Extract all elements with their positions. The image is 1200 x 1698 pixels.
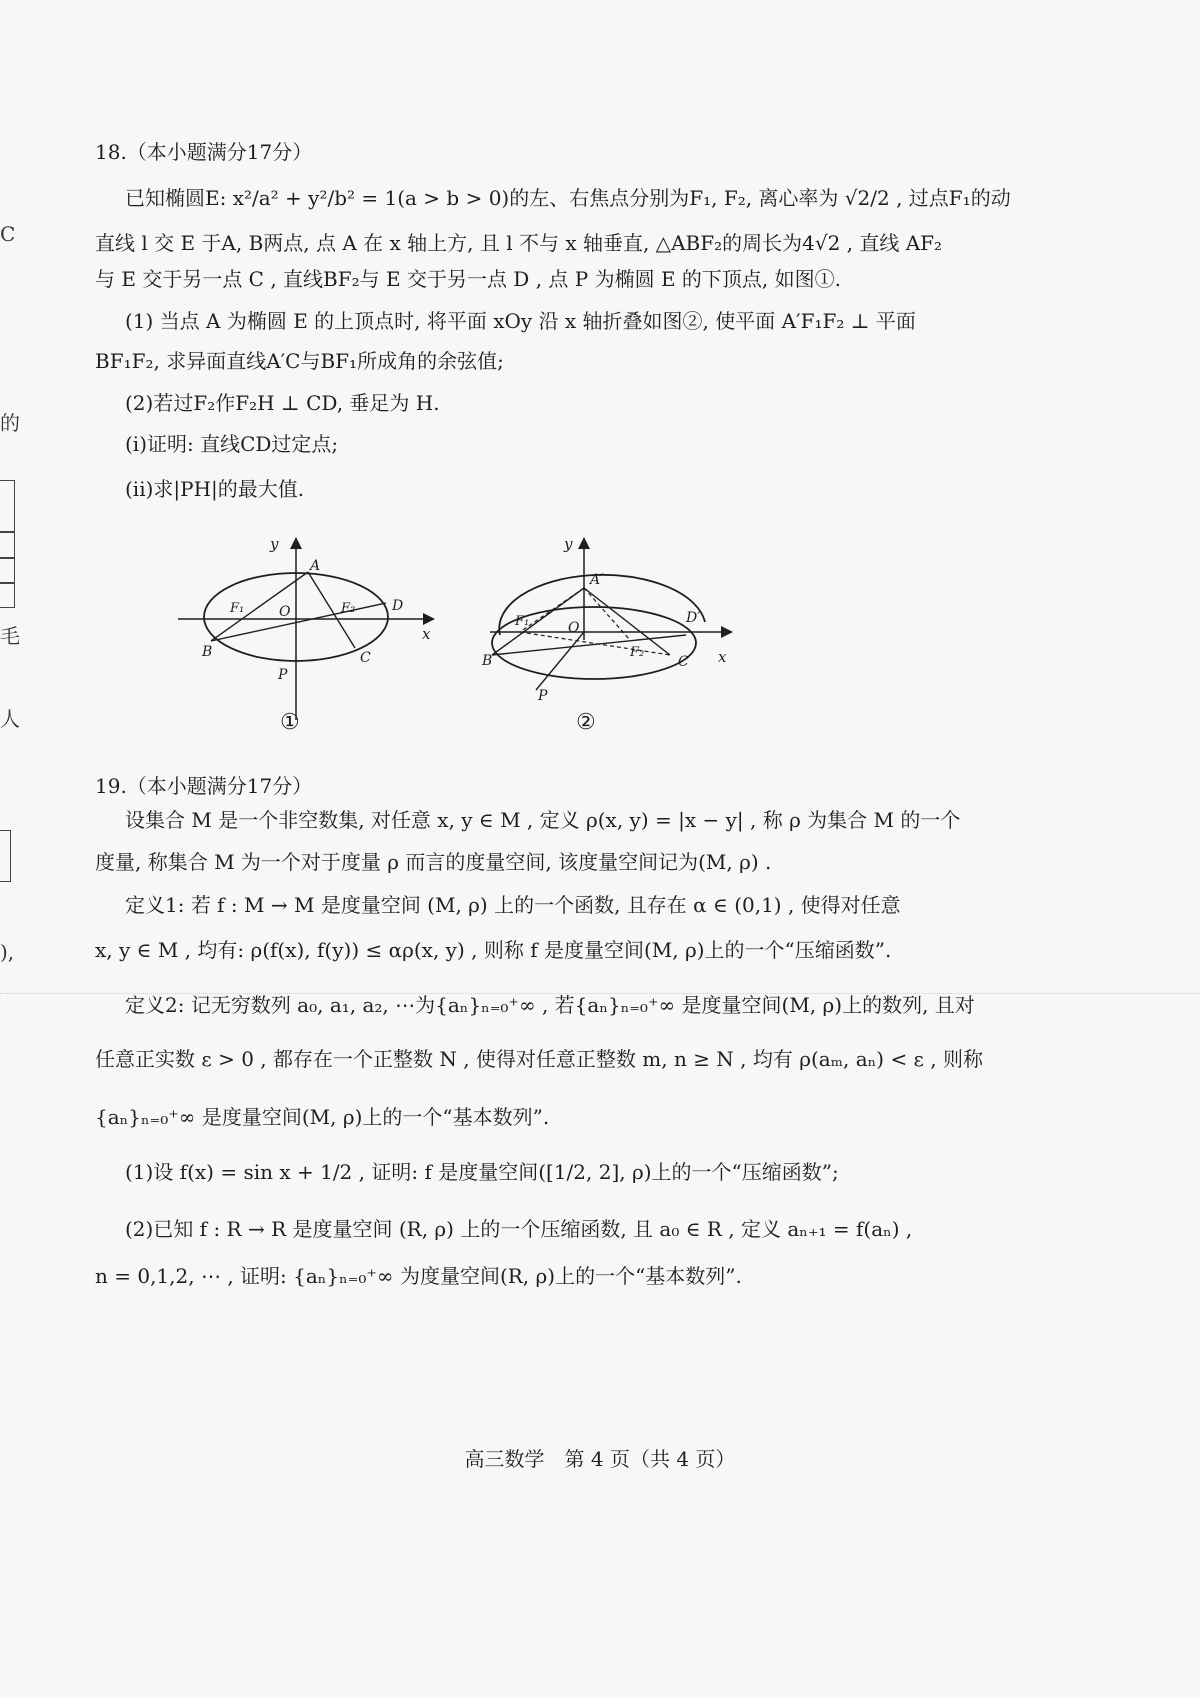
- q19-line: 度量, 称集合 M 为一个对于度量 ρ 而言的度量空间, 该度量空间记为(M, ρ) .: [95, 850, 772, 874]
- figure-1: [170, 535, 450, 750]
- label-C: C: [360, 650, 371, 666]
- q19-line: n = 0,1,2, ⋯ , 证明: {aₙ}ₙ₌₀⁺∞ 为度量空间(R, ρ)上的一个“基本数列”.: [95, 1264, 742, 1288]
- q18-header: 18.（本小题满分17分）: [95, 140, 313, 164]
- label-x: x: [422, 625, 431, 643]
- label-x: x: [718, 648, 727, 666]
- ellipse-diagram-1: [170, 558, 450, 750]
- folded-diagram-2: [482, 570, 770, 750]
- margin-char: 毛: [0, 624, 20, 648]
- q19-line: x, y ∈ M , 均有: ρ(f(x), f(y)) ≤ αρ(x, y) , 则称 f 是度量空间(M, ρ)上的一个“压缩函数”.: [95, 938, 892, 962]
- page-footer: 高三数学 第 4 页（共 4 页）: [464, 1447, 736, 1471]
- q19-line: {aₙ}ₙ₌₀⁺∞ 是度量空间(M, ρ)上的一个“基本数列”.: [95, 1105, 550, 1129]
- q18-line: (2)若过F₂作F₂H ⊥ CD, 垂足为 H.: [125, 391, 440, 415]
- q19-line: 定义2: 记无穷数列 a₀, a₁, a₂, ⋯为{aₙ}ₙ₌₀⁺∞ , 若{aₙ}ₙ₌₀⁺∞ 是度量空间(M, ρ)上的数列, 且对: [125, 993, 975, 1017]
- label-O: O: [568, 620, 580, 636]
- label-B: B: [202, 644, 213, 660]
- label-D-prime: D′: [686, 610, 701, 626]
- label-D: D: [392, 598, 404, 614]
- margin-table-rule: [0, 557, 15, 559]
- margin-char: 的: [0, 411, 20, 435]
- figure-2-caption: ②: [576, 710, 596, 735]
- label-F1: F₁: [230, 601, 245, 616]
- figure-2: [482, 535, 770, 750]
- label-P: P: [278, 667, 288, 683]
- label-A-prime: A′: [590, 572, 604, 588]
- label-F2: F₂: [341, 601, 356, 616]
- figure-1-caption: ①: [280, 710, 300, 735]
- label-B: B: [482, 653, 493, 669]
- margin-box-small: [0, 830, 11, 882]
- label-y: y: [564, 535, 573, 553]
- q19-line: (2)已知 f : R → R 是度量空间 (R, ρ) 上的一个压缩函数, 且 a₀ ∈ R , 定义 aₙ₊₁ = f(aₙ) ,: [125, 1217, 913, 1241]
- q18-line: (i)证明: 直线CD过定点;: [125, 432, 339, 456]
- q18-line: 已知椭圆E: x²/a² + y²/b² = 1(a > b > 0)的左、右焦点分别为F₁, F₂, 离心率为 √2/2 , 过点F₁的动: [125, 186, 1011, 210]
- q19-line: (1)设 f(x) = sin x + 1/2 , 证明: f 是度量空间([1/2, 2], ρ)上的一个“压缩函数”;: [125, 1160, 839, 1184]
- q19-header: 19.（本小题满分17分）: [95, 774, 313, 798]
- q18-line: (ii)求|PH|的最大值.: [125, 477, 305, 501]
- q18-line: 直线 l 交 E 于A, B两点, 点 A 在 x 轴上方, 且 l 不与 x 轴垂直, △ABF₂的周长为4√2 , 直线 AF₂: [95, 231, 943, 255]
- label-A: A: [310, 558, 321, 574]
- margin-table-rule: [0, 531, 15, 533]
- margin-char: 人: [0, 707, 20, 731]
- label-O: O: [279, 604, 291, 620]
- label-P: P: [538, 688, 548, 704]
- margin-char: ),: [0, 940, 15, 964]
- q19-line: 设集合 M 是一个非空数集, 对任意 x, y ∈ M , 定义 ρ(x, y) = |x − y| , 称 ρ 为集合 M 的一个: [125, 808, 961, 832]
- margin-char: C: [0, 222, 16, 246]
- q18-line: BF₁F₂, 求异面直线A′C与BF₁所成角的余弦值;: [95, 349, 504, 373]
- label-y-holder: [260, 525, 300, 555]
- q19-line: 任意正实数 ε > 0 , 都存在一个正整数 N , 使得对任意正整数 m, n ≥ N , 均有 ρ(aₘ, aₙ) < ε , 则称: [95, 1047, 983, 1071]
- label-y-holder: [554, 525, 594, 555]
- label-C: C: [678, 654, 689, 670]
- margin-table-rule: [0, 582, 15, 584]
- label-y: y: [270, 535, 279, 553]
- q18-line: (1) 当点 A 为椭圆 E 的上顶点时, 将平面 xOy 沿 x 轴折叠如图②, 使平面 A′F₁F₂ ⊥ 平面: [125, 309, 916, 333]
- label-F2: F₂: [630, 645, 645, 660]
- margin-table: [0, 480, 15, 608]
- q18-line: 与 E 交于另一点 C , 直线BF₂与 E 交于另一点 D , 点 P 为椭圆 E 的下顶点, 如图①.: [95, 267, 841, 291]
- q19-line: 定义1: 若 f : M → M 是度量空间 (M, ρ) 上的一个函数, 且存在 α ∈ (0,1) , 使得对任意: [125, 893, 901, 917]
- label-F1: F₁: [515, 614, 530, 629]
